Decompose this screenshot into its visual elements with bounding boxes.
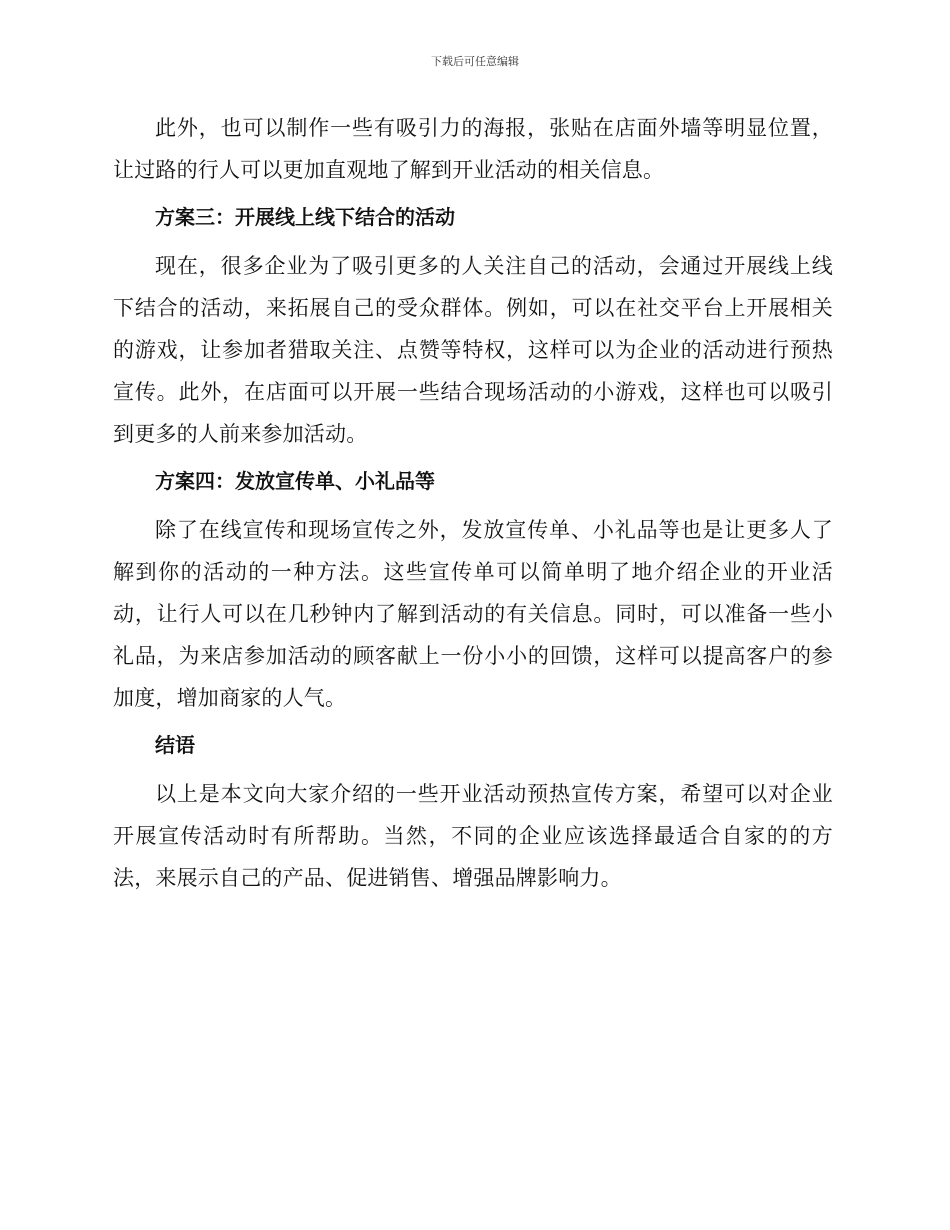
heading-conclusion: 结语 — [155, 733, 195, 757]
heading-plan-four: 方案四：发放宣传单、小礼品等 — [155, 469, 435, 493]
paragraph-flyers-gifts: 除了在线宣传和现场宣传之外，发放宣传单、小礼品等也是让更多人了解到你的活动的一种方法。这些宣传单可以简单明了地介绍企业的开业活动，让行人可以在几秒钟内了解到活动的有关信息。同时，可以准备一些小礼品，为来店参加活动的顾客献上一份小小的回馈，这样可以提高客户的参加度，增加商家的人气。 — [113, 518, 833, 710]
paragraph-online-offline: 现在，很多企业为了吸引更多的人关注自己的活动，会通过开展线上线下结合的活动，来拓展自己的受众群体。例如，可以在社交平台上开展相关的游戏，让参加者猎取关注、点赞等特权，这样可以为企业的活动进行预热宣传。此外，在店面可以开展一些结合现场活动的小游戏，这样也可以吸引到更多的人前来参加活动。 — [113, 254, 833, 446]
paragraph-posters: 此外，也可以制作一些有吸引力的海报，张贴在店面外墙等明显位置，让过路的行人可以更加直观地了解到开业活动的相关信息。 — [113, 116, 833, 182]
heading-plan-three: 方案三：开展线上线下结合的活动 — [155, 205, 455, 229]
paragraph-conclusion: 以上是本文向大家介绍的一些开业活动预热宣传方案，希望可以对企业开展宣传活动时有所帮助。当然，不同的企业应该选择最适合自家的的方法，来展示自己的产品、促进销售、增强品牌影响力。 — [113, 782, 833, 890]
document-body — [113, 107, 833, 899]
page-header: 下载后可任意编辑 — [431, 55, 519, 68]
